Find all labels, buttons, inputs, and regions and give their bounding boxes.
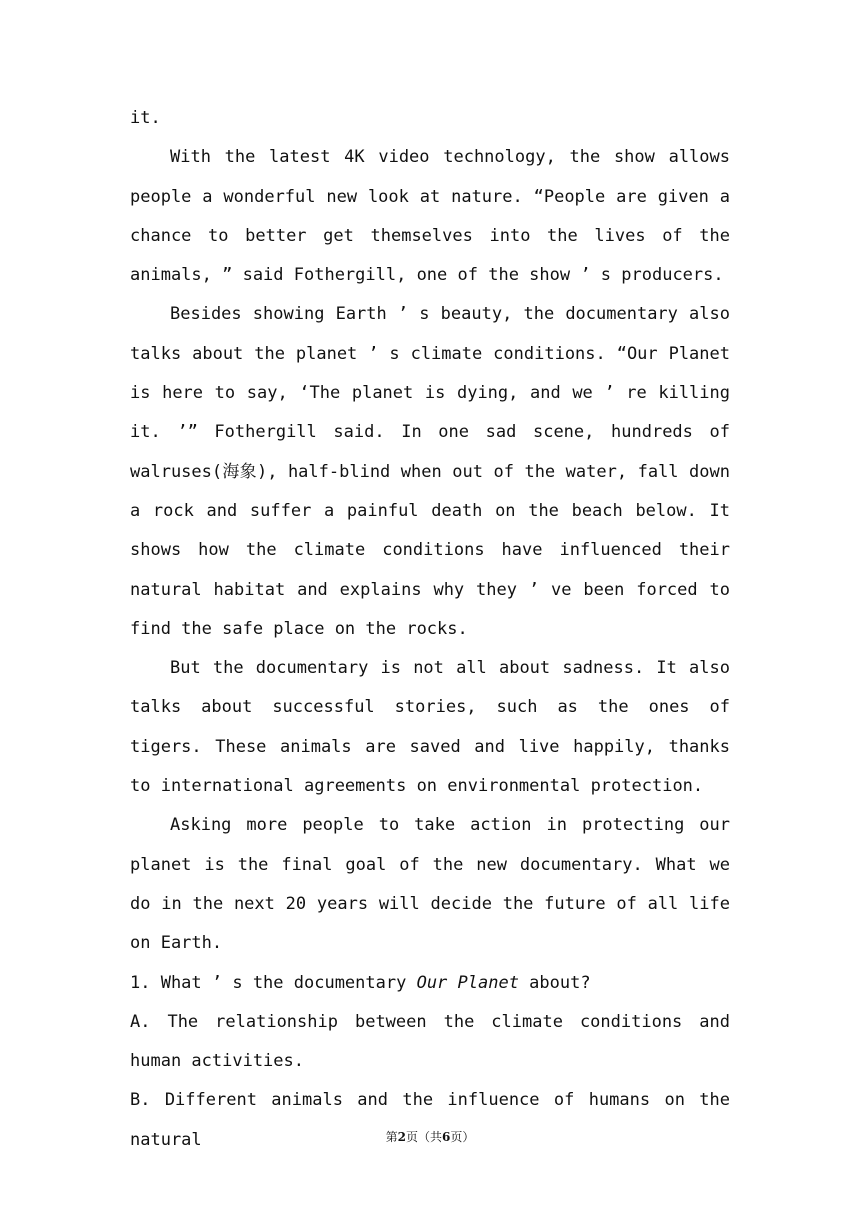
footer-total-pages: 6 bbox=[442, 1130, 451, 1144]
footer-post: 页） bbox=[450, 1130, 475, 1144]
footer-mid: 页（共 bbox=[405, 1130, 442, 1144]
paragraph-climate: Besides showing Earth ’ s beauty, the documentary also talks about the planet ’ s climate conditions. “Our Planet is here to say, ‘The planet is dying, and we ’ re killing it. ’” Fothergill said. In one sad scene, hundreds of walruses(海象), half-blind when out of the water, fall down a rock and suffer a painful death on the beach below. It shows how the climate conditions have influenced their natural habitat and explains why they ’ ve been forced to find the safe place on the rocks. bbox=[130, 304, 730, 639]
footer-pre: 第 bbox=[385, 1130, 398, 1144]
option-b: B. Different animals and the influence of humans on the natural bbox=[130, 1090, 730, 1150]
paragraph-success-stories: But the documentary is not all about sadness. It also talks about successful stories, such as the ones of tigers. These animals are saved and live happily, thanks to international agreements on environmental protection. bbox=[130, 658, 730, 797]
document-body bbox=[130, 99, 730, 1160]
page-footer bbox=[0, 1128, 860, 1145]
question-1 bbox=[130, 964, 730, 1003]
paragraph-continuation: it. bbox=[130, 108, 161, 128]
question-1-title: Our Planet bbox=[416, 972, 519, 993]
option-a: A. The relationship between the climate conditions and human activities. bbox=[130, 1011, 730, 1072]
paragraph-final-goal: Asking more people to take action in protecting our planet is the final goal of the new documentary. What we do in the next 20 years will decide the future of all life on Earth. bbox=[130, 815, 730, 954]
footer-page-number: 2 bbox=[397, 1130, 406, 1144]
question-1-prefix: 1. What ’ s the documentary bbox=[130, 972, 417, 993]
paragraph-technology: With the latest 4K video technology, the show allows people a wonderful new look at nature. “People are given a chance to better get themselves into the lives of the animals, ” said Fothergill, one of the show ’ s producers. bbox=[130, 147, 730, 286]
question-1-suffix: about? bbox=[518, 972, 591, 993]
